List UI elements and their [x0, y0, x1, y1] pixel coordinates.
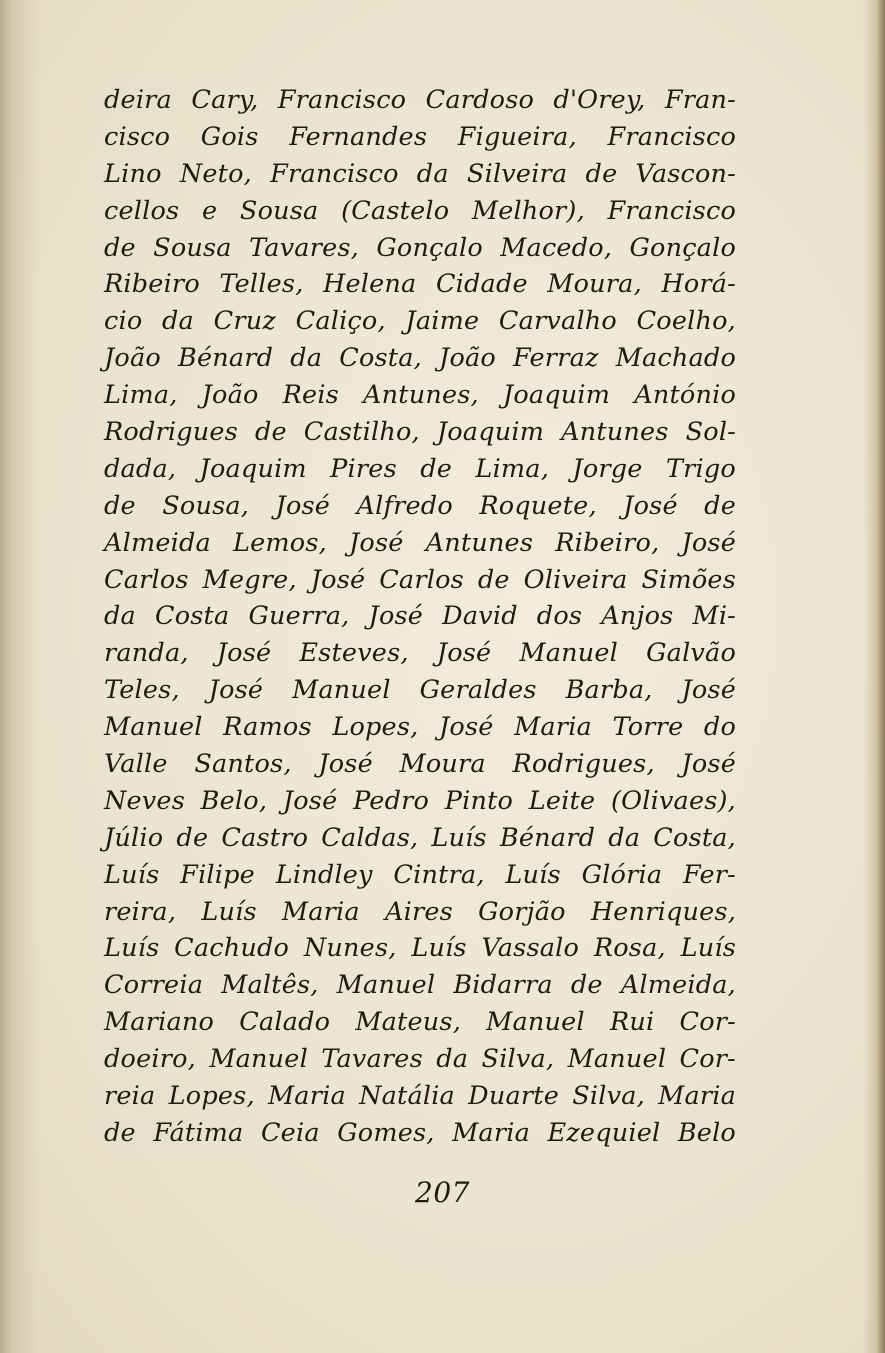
page-number: 207 — [415, 1176, 470, 1209]
text-line: de Sousa Tavares, Gonçalo Macedo, Gonçalo — [104, 232, 736, 263]
text-line: cellos e Sousa (Castelo Melhor), Francisco — [104, 195, 736, 226]
text-line: Neves Belo, José Pedro Pinto Leite (Olivaes), — [104, 785, 736, 816]
text-line: randa, José Esteves, José Manuel Galvão — [104, 638, 736, 669]
text-line: João Bénard da Costa, João Ferraz Machado — [104, 343, 736, 374]
text-line: Teles, José Manuel Geraldes Barba, José — [104, 675, 736, 706]
text-line: doeiro, Manuel Tavares da Silva, Manuel Cor- — [104, 1044, 736, 1075]
text-line: cio da Cruz Caliço, Jaime Carvalho Coelho, — [104, 306, 736, 337]
text-line: Valle Santos, José Moura Rodrigues, José — [104, 749, 736, 780]
text-line: Lino Neto, Francisco da Silveira de Vascon- — [104, 158, 736, 189]
text-line: de Sousa, José Alfredo Roquete, José de — [104, 490, 736, 521]
text-line: Almeida Lemos, José Antunes Ribeiro, José — [104, 527, 736, 558]
text-line: cisco Gois Fernandes Figueira, Francisco — [104, 121, 736, 152]
text-line: Luís Filipe Lindley Cintra, Luís Glória Fer- — [104, 859, 736, 890]
text-line: Luís Cachudo Nunes, Luís Vassalo Rosa, Luís — [104, 933, 736, 964]
text-line: Correia Maltês, Manuel Bidarra de Almeida, — [104, 970, 736, 1001]
text-line: Mariano Calado Mateus, Manuel Rui Cor- — [104, 1007, 736, 1038]
text-line: reia Lopes, Maria Natália Duarte Silva, Maria — [104, 1081, 736, 1112]
text-line: dada, Joaquim Pires de Lima, Jorge Trigo — [104, 453, 736, 484]
text-line: Júlio de Castro Caldas, Luís Bénard da Costa, — [104, 822, 736, 853]
body-text — [104, 82, 736, 1152]
text-line: deira Cary, Francisco Cardoso d'Orey, Fran- — [104, 85, 736, 115]
text-line: da Costa Guerra, José David dos Anjos Mi- — [104, 601, 736, 632]
text-line: reira, Luís Maria Aires Gorjão Henriques, — [104, 896, 736, 927]
page-edge — [863, 0, 885, 1353]
text-line: Rodrigues de Castilho, Joaquim Antunes Sol- — [104, 417, 736, 448]
text-line: Lima, João Reis Antunes, Joaquim António — [104, 380, 736, 411]
text-line: Carlos Megre, José Carlos de Oliveira Simões — [104, 564, 736, 595]
text-line: Manuel Ramos Lopes, José Maria Torre do — [104, 712, 736, 743]
spine-shadow — [0, 0, 38, 1353]
text-line: Ribeiro Telles, Helena Cidade Moura, Horá- — [104, 269, 736, 300]
text-line: de Fátima Ceia Gomes, Maria Ezequiel Belo — [104, 1117, 736, 1148]
